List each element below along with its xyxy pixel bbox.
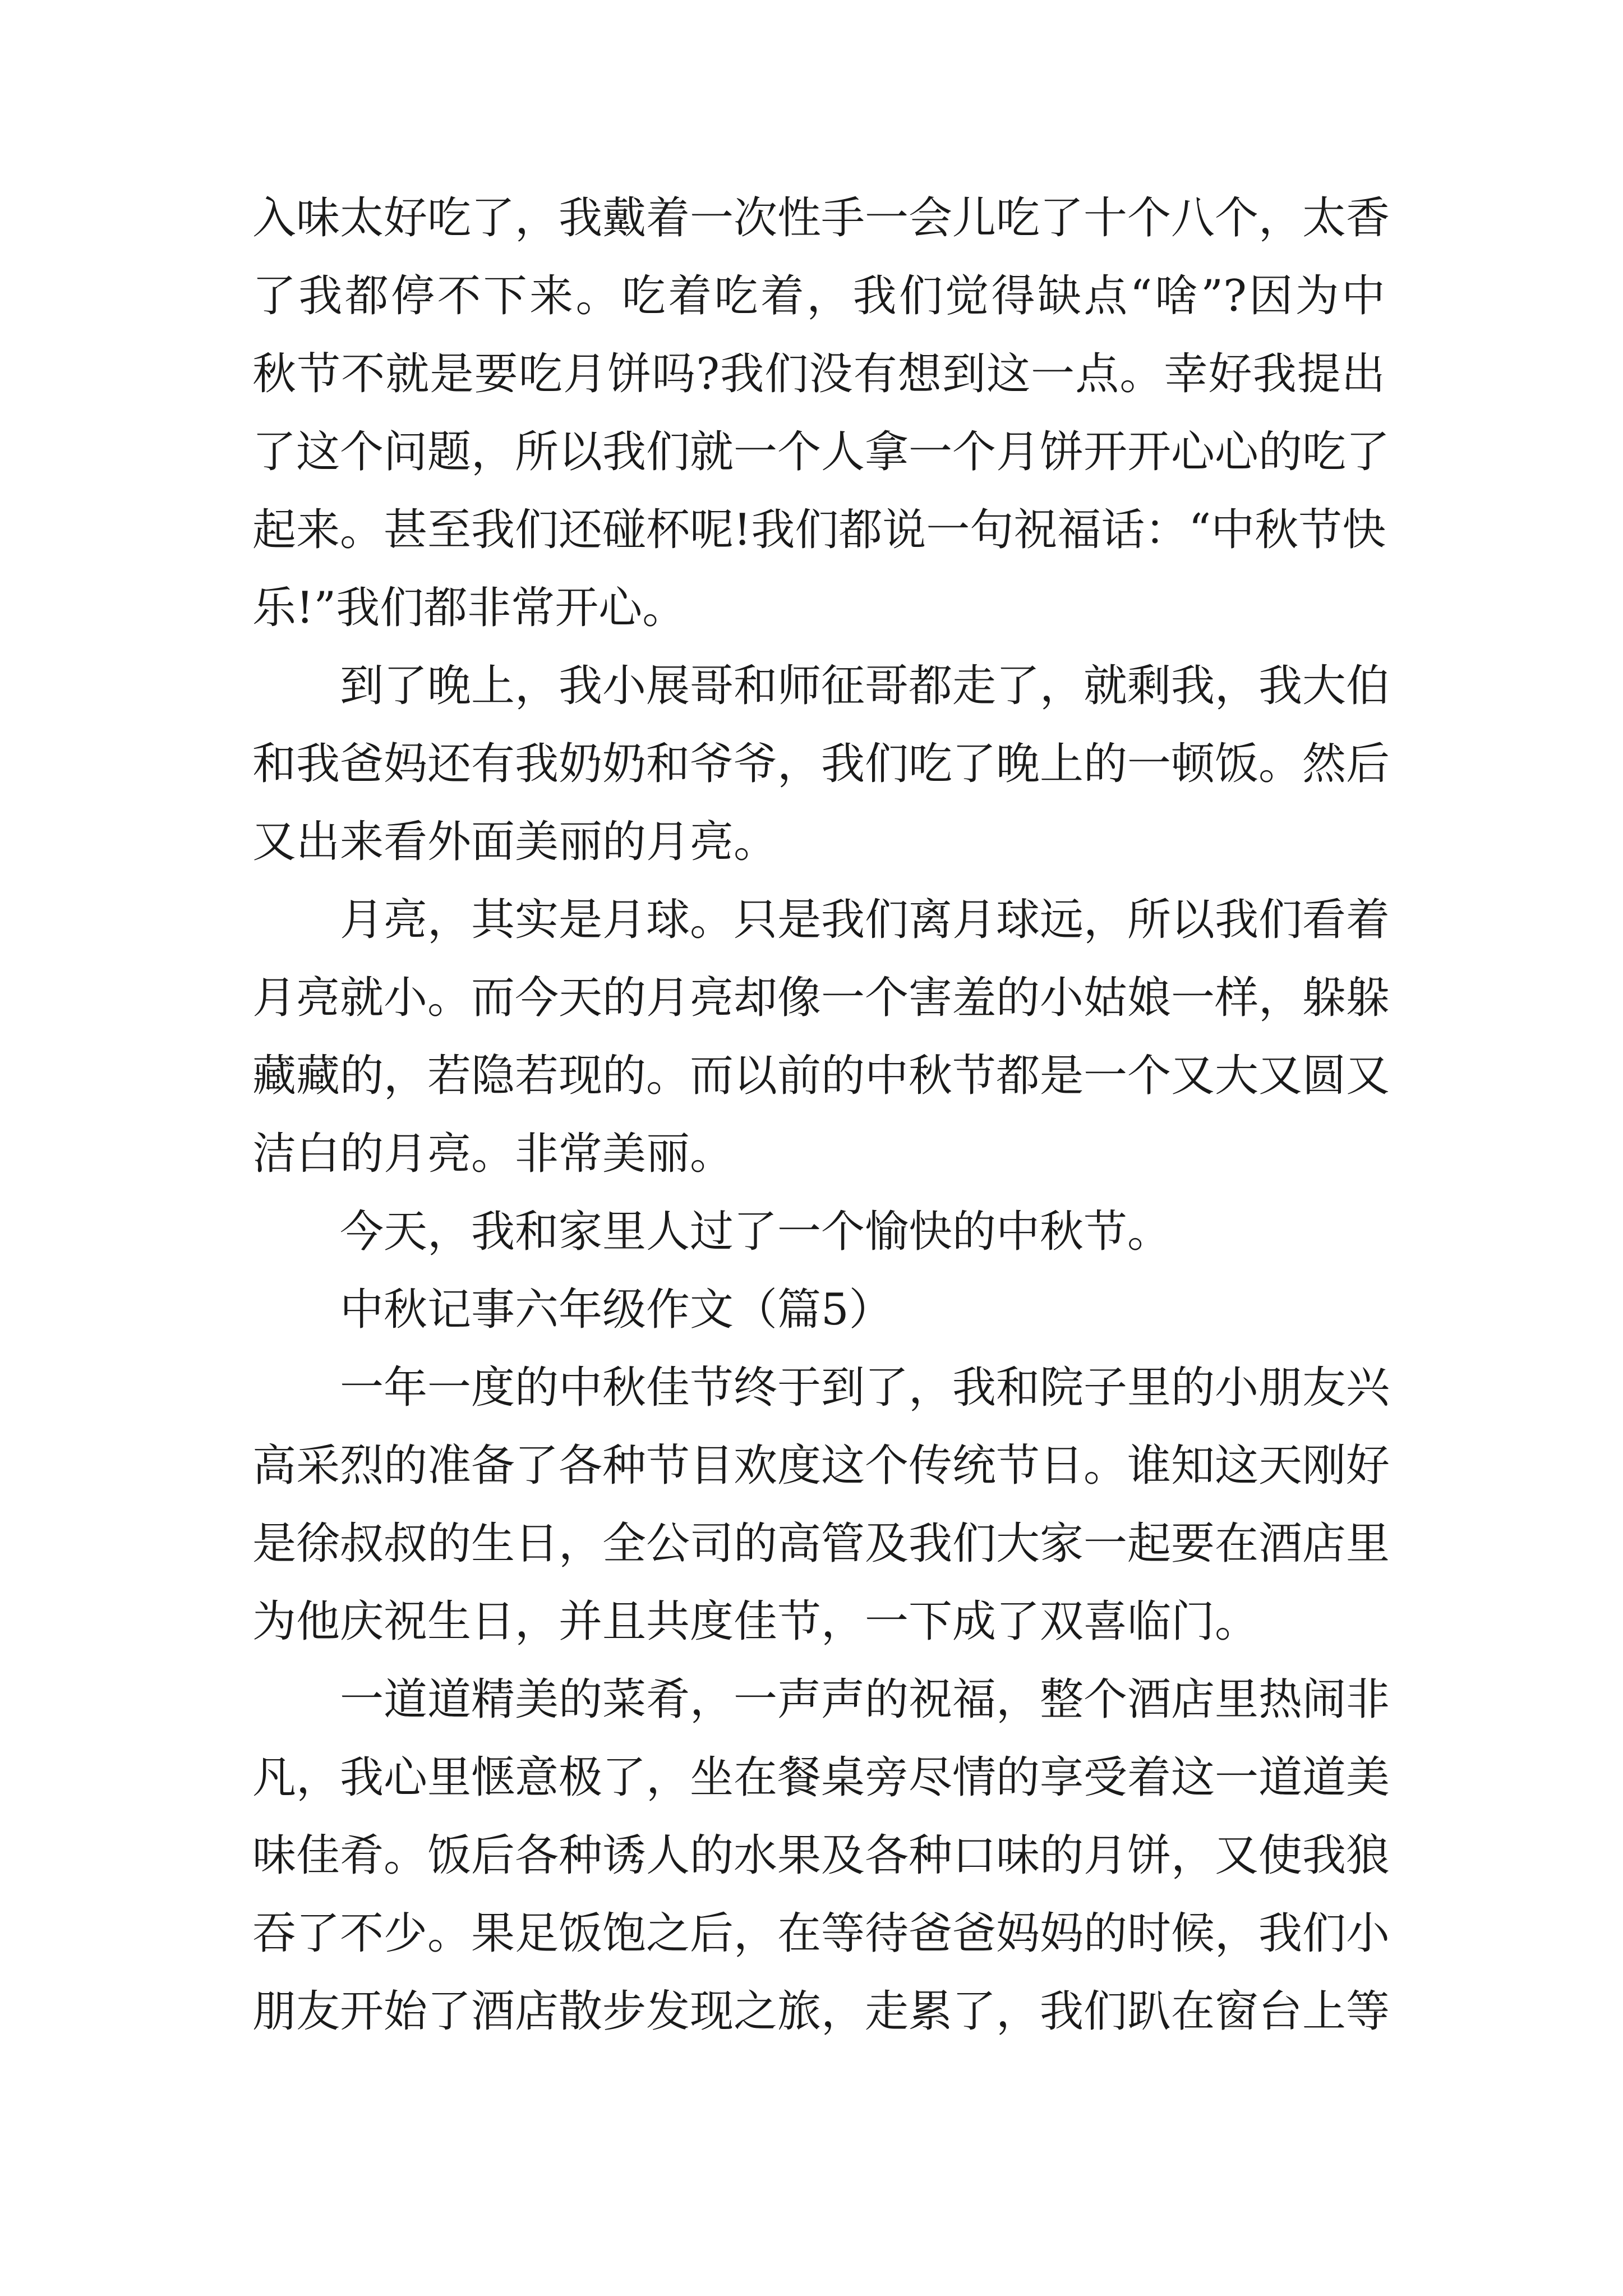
text-line: 月亮，其实是月球。只是我们离月球远，所以我们看着 [340,895,1390,945]
document-body [252,180,1390,2051]
text-line: 又出来看外面美丽的月亮。 [252,817,778,867]
text-line: 朋友开始了酒店散步发现之旅，走累了，我们趴在窗台上等 [252,1986,1390,2037]
text-line: 凡，我心里惬意极了，坐在餐桌旁尽情的享受着这一道道美 [252,1752,1390,1803]
text-line: 味佳肴。饭后各种诱人的水果及各种口味的月饼，又使我狼 [252,1830,1390,1881]
text-line: 和我爸妈还有我奶奶和爷爷，我们吃了晚上的一顿饭。然后 [252,739,1390,789]
text-line: 中秋记事六年级作文（篇5） [340,1285,893,1335]
text-line: 为他庆祝生日，并且共度佳节，一下成了双喜临门。 [252,1596,1259,1647]
text-line: 入味太好吃了，我戴着一次性手一会儿吃了十个八个，太香 [252,193,1390,243]
text-line: 了我都停不下来。吃着吃着，我们觉得缺点“啥”?因为中 [252,271,1385,321]
text-line: 藏藏的，若隐若现的。而以前的中秋节都是一个又大又圆又 [252,1051,1390,1101]
text-line: 起来。甚至我们还碰杯呢!我们都说一句祝福话：“中秋节快 [252,505,1386,555]
text-line: 秋节不就是要吃月饼吗?我们没有想到这一点。幸好我提出 [252,349,1385,399]
text-line: 是徐叔叔的生日，全公司的高管及我们大家一起要在酒店里 [252,1519,1390,1569]
text-line: 乐!”我们都非常开心。 [252,583,686,633]
text-line: 到了晚上，我小展哥和师征哥都走了，就剩我，我大伯 [340,661,1390,711]
text-line: 了这个问题，所以我们就一个人拿一个月饼开开心心的吃了 [252,427,1390,477]
text-line: 今天，我和家里人过了一个愉快的中秋节。 [340,1207,1172,1257]
text-line: 一年一度的中秋佳节终于到了，我和院子里的小朋友兴 [340,1363,1390,1413]
text-line: 高采烈的准备了各种节目欢度这个传统节日。谁知这天刚好 [252,1441,1390,1491]
text-line: 月亮就小。而今天的月亮却像一个害羞的小姑娘一样，躲躲 [252,973,1390,1023]
text-line: 洁白的月亮。非常美丽。 [252,1129,734,1179]
text-line: 一道道精美的菜肴，一声声的祝福，整个酒店里热闹非 [340,1674,1390,1725]
text-line: 吞了不少。果足饭饱之后，在等待爸爸妈妈的时候，我们小 [252,1908,1390,1959]
